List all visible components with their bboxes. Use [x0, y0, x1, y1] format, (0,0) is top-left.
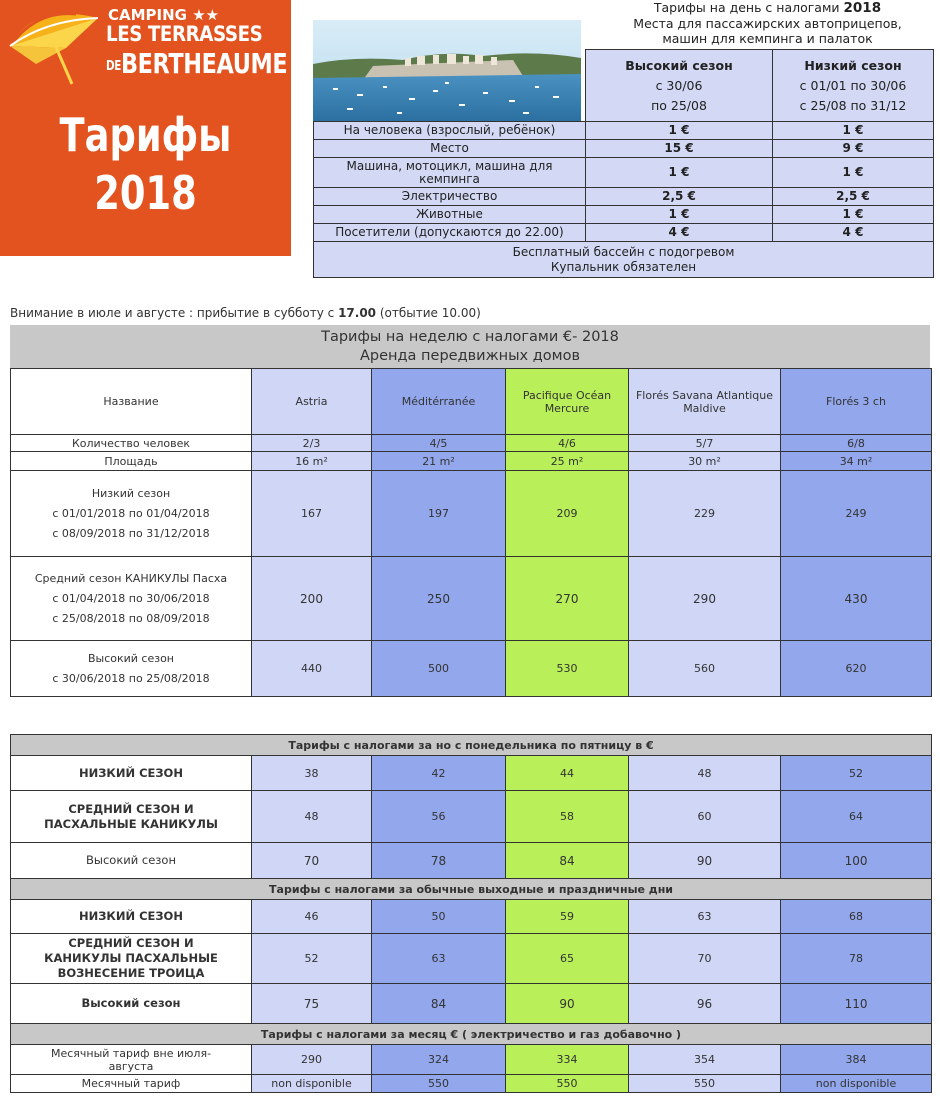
- model-people: 4/6: [506, 435, 629, 452]
- weekly-tariff-title: Тарифы на неделю с налогами €- 2018 Аренда передвижных домов: [10, 325, 930, 369]
- weekend-section-title-row: [11, 879, 932, 900]
- weekly-price: 440: [252, 641, 372, 697]
- rate-row-label: Месячный тариф: [11, 1075, 252, 1093]
- daily-low-price: 4 €: [773, 224, 934, 242]
- rate-value: 63: [372, 934, 506, 984]
- daily-low-price: 1 €: [773, 206, 934, 224]
- banner-title: [29, 106, 262, 222]
- rate-value: 550: [372, 1075, 506, 1093]
- rate-row: [11, 843, 932, 879]
- weekday-section-title-row: [11, 735, 932, 756]
- weekly-price: 530: [506, 641, 629, 697]
- logo-camping: CAMPING ★★: [108, 6, 220, 24]
- daily-high-price: 1 €: [586, 206, 773, 224]
- daily-row-label: Машина, мотоцикл, машина для кемпинга: [314, 158, 586, 188]
- rate-value: 68: [781, 900, 932, 934]
- rate-value: 52: [252, 934, 372, 984]
- name-header: Название: [11, 369, 252, 435]
- weekly-price: 430: [781, 557, 932, 641]
- daily-tariff-table: [313, 49, 934, 278]
- rate-value: 354: [629, 1045, 781, 1075]
- rate-row-label: СРЕДНИЙ СЕЗОН И ПАСХАЛЬНЫЕ КАНИКУЛЫ: [11, 791, 252, 843]
- daily-row-label: Посетители (допускаются до 22.00): [314, 224, 586, 242]
- daily-low-price: 2,5 €: [773, 188, 934, 206]
- weekly-price: 250: [372, 557, 506, 641]
- logo-de: DE: [106, 59, 121, 74]
- rate-value: 90: [629, 843, 781, 879]
- daily-high-price: 4 €: [586, 224, 773, 242]
- rate-value: 60: [629, 791, 781, 843]
- arrival-time: 17.00: [338, 306, 377, 320]
- model-area: 21 m²: [372, 452, 506, 471]
- rate-value: 65: [506, 934, 629, 984]
- rate-row-label: Высокий сезон: [11, 843, 252, 879]
- daily-high-price: 2,5 €: [586, 188, 773, 206]
- daily-high-price: 15 €: [586, 140, 773, 158]
- beach-umbrella-icon: [6, 4, 106, 86]
- rate-value: 70: [629, 934, 781, 984]
- model-people: 6/8: [781, 435, 932, 452]
- rate-value: 58: [506, 791, 629, 843]
- rate-value: 48: [252, 791, 372, 843]
- rate-row: [11, 791, 932, 843]
- model-people: 5/7: [629, 435, 781, 452]
- rate-row: [11, 756, 932, 791]
- model-people: 4/5: [372, 435, 506, 452]
- daily-low-price: 9 €: [773, 140, 934, 158]
- weekly-price: 560: [629, 641, 781, 697]
- daily-row-label: Животные: [314, 206, 586, 224]
- rate-row: [11, 900, 932, 934]
- rate-value: 59: [506, 900, 629, 934]
- rate-value: 48: [629, 756, 781, 791]
- rate-value: 63: [629, 900, 781, 934]
- season-label: Высокий сезон с 30/06/2018 по 25/08/2018: [11, 641, 252, 697]
- rate-value: 78: [372, 843, 506, 879]
- daily-high-price: 1 €: [586, 122, 773, 140]
- rate-row: [11, 1075, 932, 1093]
- area-label: Площадь: [11, 452, 252, 471]
- rate-value: 324: [372, 1045, 506, 1075]
- rate-row-label: Месячный тариф вне июля-августа: [11, 1045, 252, 1075]
- weekly-price: 167: [252, 471, 372, 557]
- weekly-price: 209: [506, 471, 629, 557]
- rate-value: non disponible: [252, 1075, 372, 1093]
- model-area: 34 m²: [781, 452, 932, 471]
- daily-footer-row: [314, 242, 934, 278]
- season-row: [11, 471, 932, 557]
- rate-value: 110: [781, 984, 932, 1024]
- daily-row: [314, 206, 934, 224]
- banner-title-year: 2018: [94, 166, 197, 220]
- daily-low-price: 1 €: [773, 122, 934, 140]
- model-name: Astria: [252, 369, 372, 435]
- rate-value: 84: [506, 843, 629, 879]
- model-area: 16 m²: [252, 452, 372, 471]
- season-label: Средний сезон КАНИКУЛЫ Пасха с 01/04/2018 по 30/06/2018 с 25/08/2018 по 08/09/2018: [11, 557, 252, 641]
- daily-heading-line3: машин для кемпинга и палаток: [662, 31, 873, 46]
- daily-heading-line1: Тарифы на день с налогами 2018: [653, 0, 882, 16]
- daily-high-price: 1 €: [586, 158, 773, 188]
- rate-value: 384: [781, 1045, 932, 1075]
- rate-value: 100: [781, 843, 932, 879]
- weekly-price: 620: [781, 641, 932, 697]
- rate-row: [11, 934, 932, 984]
- rate-value: 38: [252, 756, 372, 791]
- weekly-tariff-table: [10, 368, 932, 697]
- rate-value: 56: [372, 791, 506, 843]
- photo-cell: [314, 50, 586, 122]
- model-name: Florés Savana Atlantique Maldive: [629, 369, 781, 435]
- weekly-price: 290: [629, 557, 781, 641]
- rate-value: 44: [506, 756, 629, 791]
- people-label: Количество человек: [11, 435, 252, 452]
- season-row: [11, 641, 932, 697]
- rate-value: 90: [506, 984, 629, 1024]
- daily-heading-line2: Места для пассажирских автоприцепов,: [633, 16, 902, 31]
- model-header-row: [11, 369, 932, 435]
- rate-value: 70: [252, 843, 372, 879]
- rate-value: 96: [629, 984, 781, 1024]
- weekly-price: 249: [781, 471, 932, 557]
- pool-note: Бесплатный бассейн с подогревом Купальник обязателен: [314, 242, 934, 278]
- high-season-header: Высокий сезон с 30/06 по 25/08: [586, 50, 773, 122]
- area-row: [11, 452, 932, 471]
- weekly-price: 229: [629, 471, 781, 557]
- rate-value: 78: [781, 934, 932, 984]
- model-area: 25 m²: [506, 452, 629, 471]
- daily-row-label: Место: [314, 140, 586, 158]
- daily-row-label: Электричество: [314, 188, 586, 206]
- season-row: [11, 557, 932, 641]
- weekly-price: 270: [506, 557, 629, 641]
- model-area: 30 m²: [629, 452, 781, 471]
- daily-row: [314, 188, 934, 206]
- rate-value: 46: [252, 900, 372, 934]
- rate-value: 290: [252, 1045, 372, 1075]
- rate-row-label: СРЕДНИЙ СЕЗОН И КАНИКУЛЫ ПАСХАЛЬНЫЕ ВОЗНЕСЕНИЕ ТРОИЦА: [11, 934, 252, 984]
- rate-row-label: НИЗКИЙ СЕЗОН: [11, 900, 252, 934]
- daily-row: [314, 122, 934, 140]
- weekend-section-title: Тарифы с налогами за обычные выходные и праздничные дни: [11, 879, 932, 900]
- daily-row-label: На человека (взрослый, ребёнок): [314, 122, 586, 140]
- rate-value: 334: [506, 1045, 629, 1075]
- logo-bertheaume: [106, 47, 287, 80]
- weekly-price: 200: [252, 557, 372, 641]
- rate-value: 50: [372, 900, 506, 934]
- rate-value: 84: [372, 984, 506, 1024]
- monthly-section-title: Тарифы с налогами за месяц € ( электричество и газ добавочно ): [11, 1024, 932, 1045]
- rate-row-label: Высокий сезон: [11, 984, 252, 1024]
- arrival-notice: Внимание в июле и августе : прибытие в субботу с 17.00 (отбытие 10.00): [10, 306, 481, 320]
- nightly-tariff-table: [10, 734, 932, 1093]
- daily-low-price: 1 €: [773, 158, 934, 188]
- rate-value: 42: [372, 756, 506, 791]
- banner-title-word: Тарифы: [59, 108, 232, 162]
- rate-value: 52: [781, 756, 932, 791]
- model-name: Méditérranée: [372, 369, 506, 435]
- rate-value: non disponible: [781, 1075, 932, 1093]
- rate-value: 75: [252, 984, 372, 1024]
- low-season-header: Низкий сезон с 01/01 по 30/06 с 25/08 по 31/12: [773, 50, 934, 122]
- daily-tariff-heading: [595, 0, 940, 46]
- rate-value: 550: [629, 1075, 781, 1093]
- camping-banner: [0, 0, 291, 256]
- rate-value: 550: [506, 1075, 629, 1093]
- model-people: 2/3: [252, 435, 372, 452]
- model-name: Florés 3 ch: [781, 369, 932, 435]
- logo-les-terrasses: LES TERRASSES: [106, 22, 263, 46]
- daily-row: [314, 140, 934, 158]
- weekday-section-title: Тарифы с налогами за но с понедельника по пятницу в €: [11, 735, 932, 756]
- daily-row: [314, 224, 934, 242]
- rate-row: [11, 1045, 932, 1075]
- daily-heading-year: 2018: [843, 0, 882, 16]
- season-label: Низкий сезон с 01/01/2018 по 01/04/2018 с 08/09/2018 по 31/12/2018: [11, 471, 252, 557]
- rate-value: 64: [781, 791, 932, 843]
- rate-row: [11, 984, 932, 1024]
- weekly-price: 500: [372, 641, 506, 697]
- logo-bertheaume-text: BERTHEAUME: [120, 47, 288, 80]
- weekly-price: 197: [372, 471, 506, 557]
- rate-row-label: НИЗКИЙ СЕЗОН: [11, 756, 252, 791]
- daily-row: [314, 158, 934, 188]
- model-name: Pacifique Océan Mercure: [506, 369, 629, 435]
- monthly-section-title-row: [11, 1024, 932, 1045]
- people-row: [11, 435, 932, 452]
- daily-header-row: [314, 50, 934, 122]
